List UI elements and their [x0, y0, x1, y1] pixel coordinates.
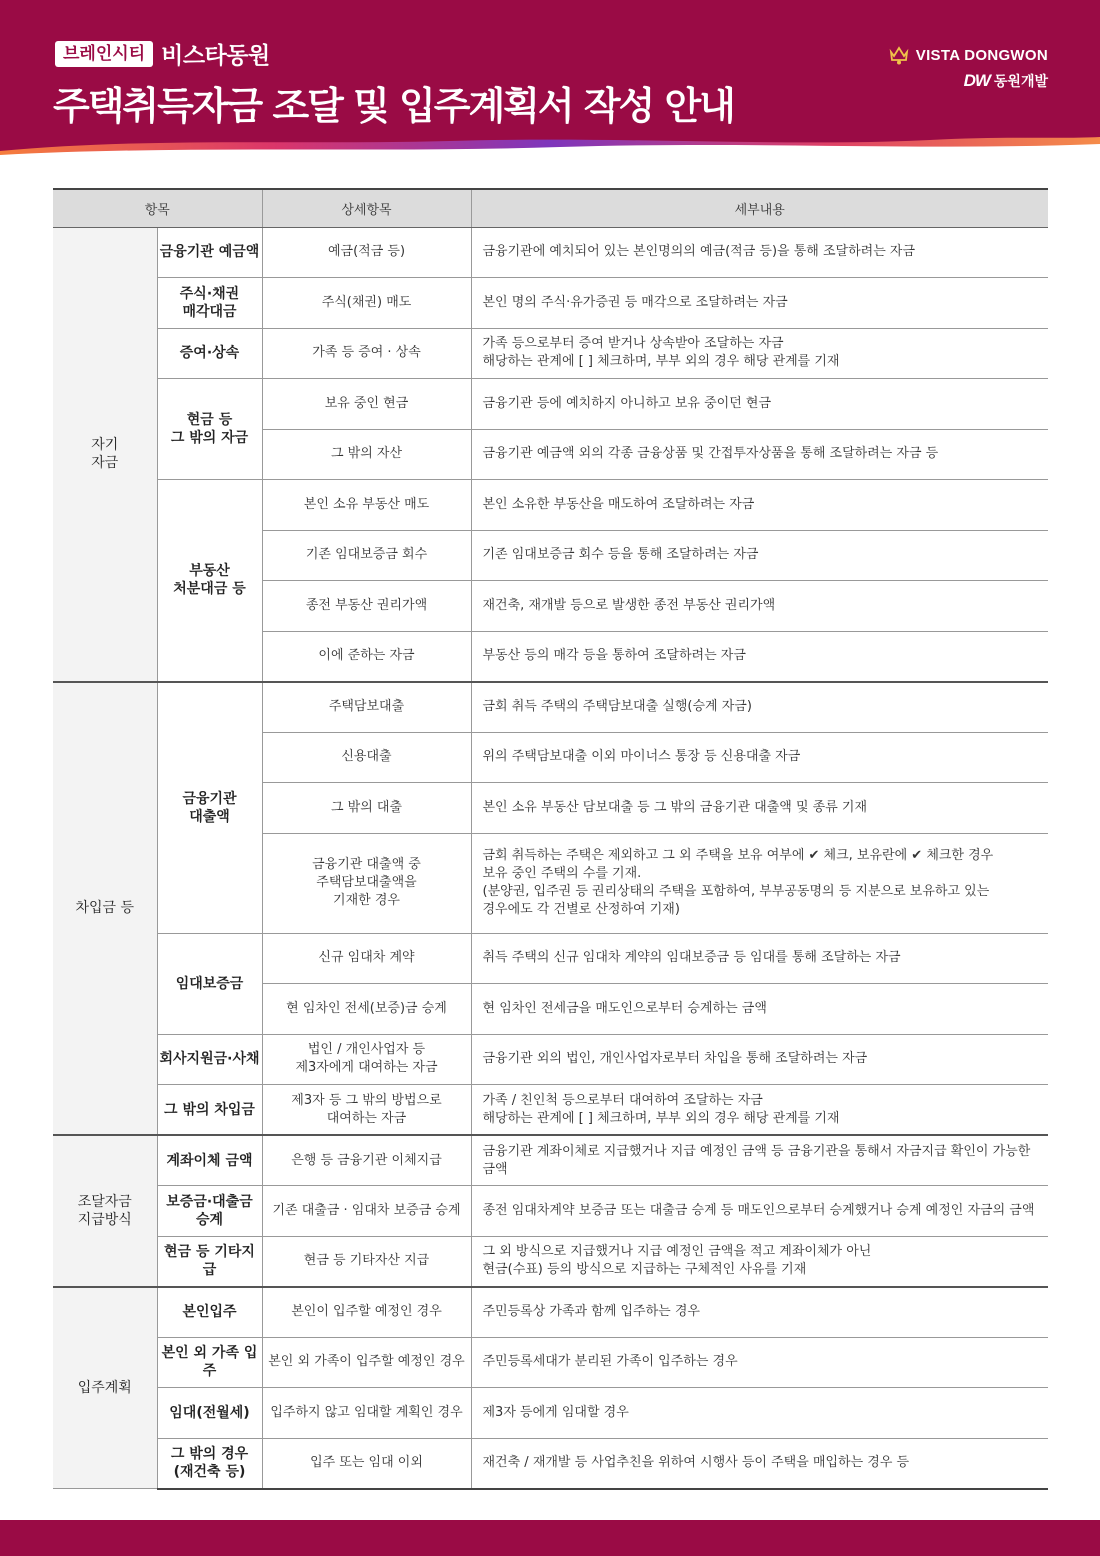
- subcategory-cell: 보증금·대출금 승계: [157, 1186, 262, 1237]
- item-cell: 신용대출: [262, 732, 471, 783]
- vista-dongwon-text: VISTA DONGWON: [915, 46, 1048, 64]
- subcategory-cell: 부동산 처분대금 등: [157, 480, 262, 682]
- table-header-row: [53, 189, 1048, 227]
- item-cell: 제3자 등 그 밖의 방법으로 대여하는 자금: [262, 1085, 471, 1136]
- desc-cell: 그 외 방식으로 지급했거나 지급 예정인 금액을 적고 계좌이체가 아닌 현금(수표) 등의 방식으로 지급하는 구체적인 사유를 기재: [471, 1236, 1048, 1287]
- table-row: [53, 227, 1048, 278]
- table-row: [53, 933, 1048, 984]
- desc-cell: 주민등록상 가족과 함께 입주하는 경우: [471, 1287, 1048, 1338]
- table-row: [53, 1438, 1048, 1489]
- dw-mark: DW: [963, 71, 990, 90]
- desc-cell: 취득 주택의 신규 임대차 계약의 임대보증금 등 임대를 통해 조달하는 자금: [471, 933, 1048, 984]
- item-cell: 입주하지 않고 임대할 계획인 경우: [262, 1388, 471, 1439]
- table-row: [53, 278, 1048, 329]
- subcategory-cell: 그 밖의 경우 (재건축 등): [157, 1438, 262, 1489]
- page-title: 주택취득자금 조달 및 입주계획서 작성 안내: [53, 84, 734, 128]
- item-cell: 본인이 입주할 예정인 경우: [262, 1287, 471, 1338]
- table-row: [53, 1186, 1048, 1237]
- table-row: [53, 1135, 1048, 1186]
- desc-cell: 종전 임대차계약 보증금 또는 대출금 승계 등 매도인으로부터 승계했거나 승계 예정인 자금의 금액: [471, 1186, 1048, 1237]
- category-payment-method: 조달자금 지급방식: [53, 1135, 157, 1287]
- dw-logo: [964, 71, 1048, 91]
- vista-dongwon-logo: [888, 44, 1048, 66]
- item-cell: 보유 중인 현금: [262, 379, 471, 430]
- table-row: [53, 1287, 1048, 1338]
- desc-cell: 금회 취득 주택의 주택담보대출 실행(승계 자금): [471, 682, 1048, 733]
- item-cell: 종전 부동산 권리가액: [262, 581, 471, 632]
- item-cell: 현 임차인 전세(보증)금 승계: [262, 984, 471, 1035]
- category-own-funds: 자기 자금: [53, 227, 157, 682]
- desc-cell: 금융기관 등에 예치하지 아니하고 보유 중이던 현금: [471, 379, 1048, 430]
- subcategory-cell: 주식·채권 매각대금: [157, 278, 262, 329]
- item-cell: 본인 외 가족이 입주할 예정인 경우: [262, 1337, 471, 1388]
- item-cell: 이에 준하는 자금: [262, 631, 471, 682]
- desc-cell: 본인 소유 부동산 담보대출 등 그 밖의 금융기관 대출액 및 종류 기재: [471, 783, 1048, 834]
- desc-cell: 금회 취득하는 주택은 제외하고 그 외 주택을 보유 여부에 ✔ 체크, 보유란에 ✔ 체크한 경우 보유 중인 주택의 수를 기재. (분양권, 입주권 등 권리상태의 주택을 포함하여, 부부공동명의 등 지분으로 보유하고 있는 경우에도 각 건별로 산정하여 기재): [471, 833, 1048, 933]
- desc-cell: 기존 임대보증금 회수 등을 통해 조달하려는 자금: [471, 530, 1048, 581]
- table-row: [53, 1388, 1048, 1439]
- subcategory-cell: 현금 등 그 밖의 자금: [157, 379, 262, 480]
- desc-cell: 부동산 등의 매각 등을 통하여 조달하려는 자금: [471, 631, 1048, 682]
- desc-cell: 위의 주택담보대출 이외 마이너스 통장 등 신용대출 자금: [471, 732, 1048, 783]
- item-cell: 기존 임대보증금 회수: [262, 530, 471, 581]
- table-row: [53, 682, 1048, 733]
- desc-cell: 가족 / 친인척 등으로부터 대여하여 조달하는 자금 해당하는 관계에 [ ] 체크하며, 부부 외의 경우 해당 관계를 기재: [471, 1085, 1048, 1136]
- desc-cell: 제3자 등에게 임대할 경우: [471, 1388, 1048, 1439]
- header-item: 항목: [53, 189, 262, 227]
- desc-cell: 금융기관 계좌이체로 지급했거나 지급 예정인 금액 등 금융기관을 통해서 자금지급 확인이 가능한 금액: [471, 1135, 1048, 1186]
- header-banner: [0, 0, 1100, 157]
- header-detail-item: 상세항목: [262, 189, 471, 227]
- table-row: [53, 379, 1048, 430]
- item-cell: 기존 대출금 · 임대차 보증금 승계: [262, 1186, 471, 1237]
- subcategory-cell: 금융기관 대출액: [157, 682, 262, 934]
- desc-cell: 가족 등으로부터 증여 받거나 상속받아 조달하는 자금 해당하는 관계에 [ ] 체크하며, 부부 외의 경우 해당 관계를 기재: [471, 328, 1048, 379]
- desc-cell: 재건축 / 재개발 등 사업추친을 위하여 시행사 등이 주택을 매입하는 경우 등: [471, 1438, 1048, 1489]
- item-cell: 예금(적금 등): [262, 227, 471, 278]
- funding-plan-table: [53, 188, 1048, 1490]
- item-cell: 그 밖의 자산: [262, 429, 471, 480]
- item-cell: 그 밖의 대출: [262, 783, 471, 834]
- subcategory-cell: 현금 등 기타지급: [157, 1236, 262, 1287]
- table-row: [53, 480, 1048, 531]
- category-borrowings: 차입금 등: [53, 682, 157, 1136]
- item-cell: 금융기관 대출액 중 주택담보대출액을 기재한 경우: [262, 833, 471, 933]
- desc-cell: 본인 명의 주식·유가증권 등 매각으로 조달하려는 자금: [471, 278, 1048, 329]
- table-row: [53, 1337, 1048, 1388]
- subcategory-cell: 본인 외 가족 입주: [157, 1337, 262, 1388]
- desc-cell: 주민등록세대가 분리된 가족이 입주하는 경우: [471, 1337, 1048, 1388]
- subcategory-cell: 임대보증금: [157, 933, 262, 1034]
- item-cell: 주식(채권) 매도: [262, 278, 471, 329]
- desc-cell: 본인 소유한 부동산을 매도하여 조달하려는 자금: [471, 480, 1048, 531]
- brand-badge: 브레인시티: [55, 41, 153, 67]
- crown-icon: [888, 44, 910, 66]
- brand-name: 비스타동원: [161, 43, 270, 69]
- dw-text: 동원개발: [993, 74, 1048, 90]
- desc-cell: 재건축, 재개발 등으로 발생한 종전 부동산 권리가액: [471, 581, 1048, 632]
- subcategory-cell: 그 밖의 차입금: [157, 1085, 262, 1136]
- table-row: [53, 1085, 1048, 1136]
- subcategory-cell: 증여·상속: [157, 328, 262, 379]
- item-cell: 현금 등 기타자산 지급: [262, 1236, 471, 1287]
- desc-cell: 금융기관 외의 법인, 개인사업자로부터 차입을 통해 조달하려는 자금: [471, 1034, 1048, 1085]
- item-cell: 법인 / 개인사업자 등 제3자에게 대여하는 자금: [262, 1034, 471, 1085]
- subcategory-cell: 본인입주: [157, 1287, 262, 1338]
- desc-cell: 금융기관에 예치되어 있는 본인명의의 예금(적금 등)을 통해 조달하려는 자금: [471, 227, 1048, 278]
- decorative-wave: [0, 131, 1100, 157]
- item-cell: 본인 소유 부동산 매도: [262, 480, 471, 531]
- desc-cell: 금융기관 예금액 외의 각종 금융상품 및 간접투자상품을 통해 조달하려는 자금 등: [471, 429, 1048, 480]
- item-cell: 입주 또는 임대 이외: [262, 1438, 471, 1489]
- brand-row: [55, 37, 270, 70]
- subcategory-cell: 회사지원금·사채: [157, 1034, 262, 1085]
- category-occupancy-plan: 입주계획: [53, 1287, 157, 1489]
- table-row: [53, 1034, 1048, 1085]
- footer-bar: [0, 1520, 1100, 1556]
- item-cell: 가족 등 증여 · 상속: [262, 328, 471, 379]
- item-cell: 은행 등 금융기관 이체지급: [262, 1135, 471, 1186]
- table-row: [53, 1236, 1048, 1287]
- item-cell: 주택담보대출: [262, 682, 471, 733]
- subcategory-cell: 금융기관 예금액: [157, 227, 262, 278]
- desc-cell: 현 임차인 전세금을 매도인으로부터 승계하는 금액: [471, 984, 1048, 1035]
- header-detail-content: 세부내용: [471, 189, 1048, 227]
- table-row: [53, 328, 1048, 379]
- subcategory-cell: 계좌이체 금액: [157, 1135, 262, 1186]
- subcategory-cell: 임대(전월세): [157, 1388, 262, 1439]
- item-cell: 신규 임대차 계약: [262, 933, 471, 984]
